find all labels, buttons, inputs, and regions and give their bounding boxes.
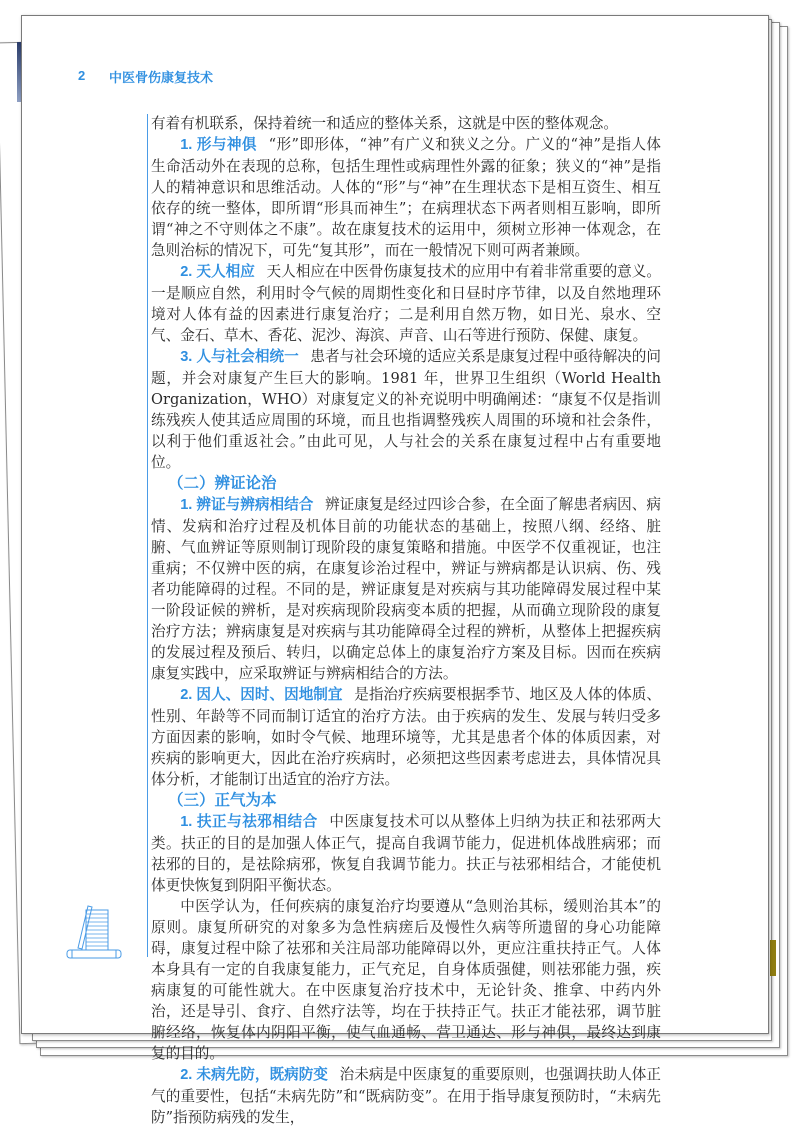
paragraph: [151, 261, 661, 346]
item-text: 患者与社会环境的适应关系是康复过程中亟待解决的问题，并会对康复产生巨大的影响。1981 年，世界卫生组织（World Health Organization，WHO）对康复定义的补充说明中明确阐述：“康复不仅是指训练残疾人使其适应周围的环境，而且也指调整残疾人周围的环境和社会条件，以利于他们重返社会。”由此可见，人与社会的关系在康复过程中占有重要地位。: [151, 348, 661, 471]
item-label: 2. 未病先防，既病防变: [180, 1067, 328, 1083]
paragraph: [151, 684, 661, 790]
item-text: 辨证康复是经过四诊合参，在全面了解患者病因、病情、发病和治疗过程及机体目前的功能状态的基础上，按照八纲、经络、脏腑、气血辨证等原则制订现阶段的康复策略和措施。中医学不仅重视证，也注重病；不仅辨中医的病，在康复诊治过程中，辨证与辨病都是认识病、伤、残者功能障碍的过程。不同的是，辨证康复是对疾病与其功能障碍发展过程中某一阶段证候的辨析，是对疾病现阶段病变本质的把握，从而确立现阶段的康复治疗方法；辨病康复是对疾病与其功能障碍全过程的辨析，从整体上把握疾病的发展过程及预后、转归，以确定总体上的康复治疗方案及目标。因而在疾病康复实践中，应采取辨证与辨病相结合的方法。: [151, 496, 661, 682]
item-label: 1. 辨证与辨病相结合: [180, 497, 314, 513]
item-label: 2. 因人、因时、因地制宜: [180, 687, 343, 703]
item-label: 2. 天人相应: [180, 264, 255, 280]
item-text: 中医康复技术可以从整体上归纳为扶正和祛邪两大类。扶正的目的是加强人体正气，提高自我调节能力，促进机体战胜病邪；而祛邪的目的，是祛除病邪，恢复自我调节能力。扶正与祛邪相结合，才能使机体更快恢复到阴阳平衡状态。: [151, 813, 661, 894]
section-heading: （三）正气为本: [168, 792, 277, 809]
item-label: 1. 扶正与祛邪相结合: [180, 814, 318, 830]
notebook-pencil-icon: [64, 904, 124, 962]
book-cover-edge: [770, 940, 776, 976]
running-header-title: 中医骨伤康复技术: [109, 70, 214, 85]
item-label: 1. 形与神俱: [180, 137, 257, 153]
paragraph: [151, 1064, 661, 1128]
paragraph: [151, 811, 661, 896]
paragraph: [151, 494, 661, 684]
paragraph: [151, 346, 661, 473]
margin-rule: [147, 114, 148, 957]
page-number: 2: [78, 68, 86, 83]
paragraph: [151, 134, 661, 261]
item-text: 是指治疗疾病要根据季节、地区及人体的体质、性别、年龄等不同而制订适宜的治疗方法。由于疾病的发生、发展与转归受多方面因素的影响，如时令气候、地理环境等，尤其是患者个体的体质因素，对疾病的影响更大，因此在治疗疾病时，必须把这些因素考虑进去，具体情况具体分析，才能制订出适宜的治疗方法。: [151, 686, 661, 788]
paragraph: 有着有机联系，保持着统一和适应的整体关系，这就是中医的整体观念。: [151, 115, 619, 132]
item-text: 治未病是中医康复的重要原则，也强调扶助人体正气的重要性，包括“未病先防”和“既病防变”。在用于指导康复预防时，“未病先防”指预防病残的发生，: [151, 1066, 661, 1126]
item-text: “形”即形体，“神”有广义和狭义之分。广义的“神”是指人体生命活动外在表现的总称，包括生理性或病理性外露的征象；狭义的“神”是指人的精神意识和思维活动。人体的“形”与“神”在生理状态下是相互资生、相互依存的统一整体，即所谓“形具而神生”；在病理状态下两者则相互影响，即所谓“神之不守则体之不康”。故在康复技术的运用中，须树立形神一体观念，在急则治标的情况下，可先“复其形”，而在一般情况下则可两者兼顾。: [151, 136, 661, 259]
item-text: 天人相应在中医骨伤康复技术的应用中有着非常重要的意义。一是顺应自然，利用时令气候的周期性变化和日昼时序节律，以及自然地理环境对人体有益的因素进行康复治疗；二是利用自然万物，如日光、泉水、空气、金石、草木、香花、泥沙、海滨、声音、山石等进行预防、保健、康复。: [151, 263, 661, 344]
item-label: 3. 人与社会相统一: [180, 349, 299, 365]
section-heading: （二）辨证论治: [168, 475, 277, 492]
paragraph: 中医学认为，任何疾病的康复治疗均要遵从“急则治其标，缓则治其本”的原则。康复所研究的对象多为急性病瘥后及慢性久病等所遗留的身心功能障碍，康复过程中除了祛邪和关注局部功能障碍以外，更应注重扶持正气。人体本身具有一定的自我康复能力，正气充足，自身体质强健，则祛邪能力强，疾病康复的可能性就大。在中医康复治疗技术中，无论针灸、推拿、中药内外治，还是导引、食疗、自然疗法等，均在于扶持正气。扶正才能祛邪，调节脏腑经络，恢复体内阴阳平衡，使气血通畅、营卫通达、形与神俱，最终达到康复的目的。: [151, 898, 661, 1062]
book-page: [21, 15, 769, 1126]
page-body: [151, 113, 661, 1128]
